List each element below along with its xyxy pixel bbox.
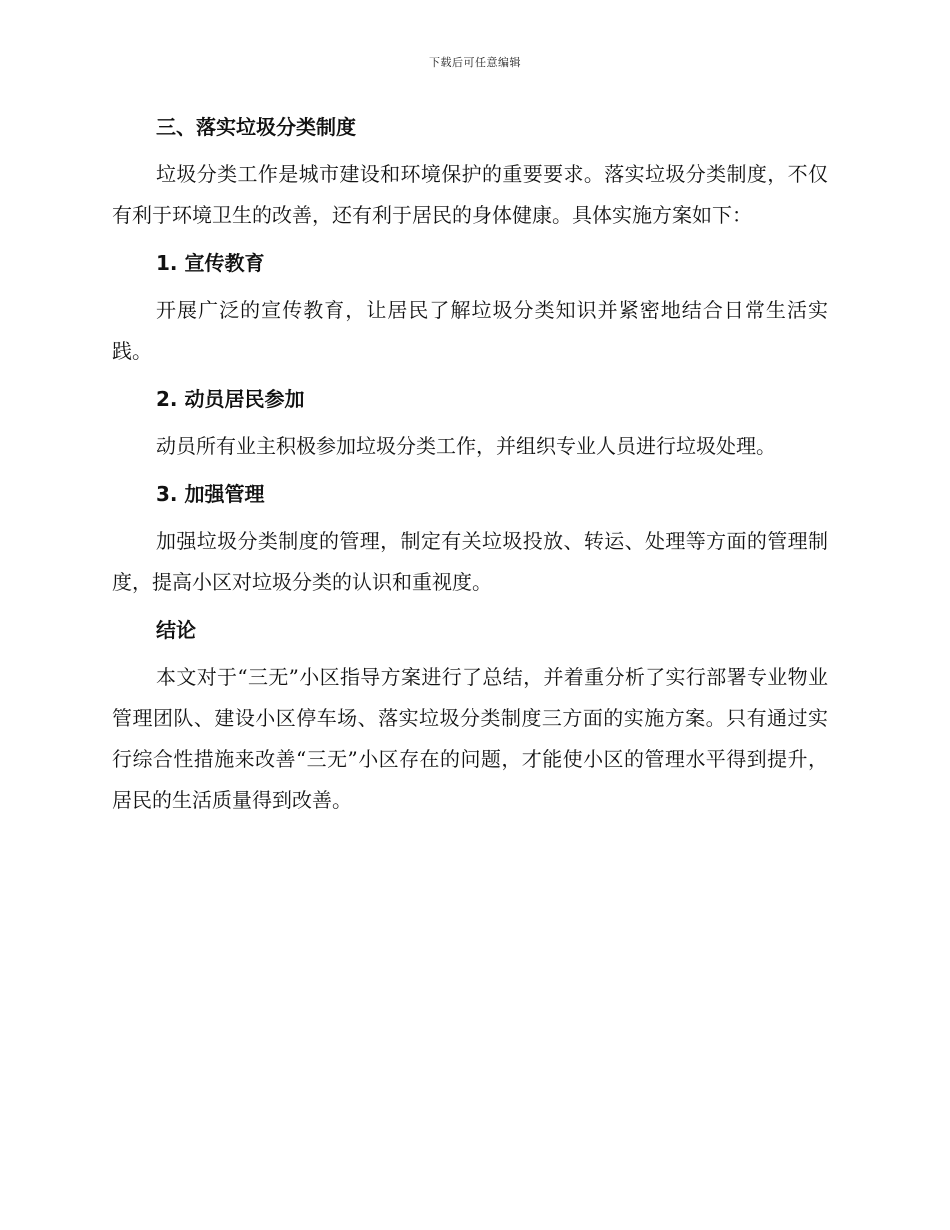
subheading-mobilize-residents: 2. 动员居民参加	[156, 387, 305, 411]
document-body	[112, 108, 828, 829]
paragraph-mobilize-residents: 动员所有业主积极参加垃圾分类工作，并组织专业人员进行垃圾处理。	[156, 434, 776, 458]
paragraph-publicity-education: 开展广泛的宣传教育，让居民了解垃圾分类知识并紧密地结合日常生活实践。	[112, 298, 828, 363]
conclusion-paragraph: 本文对于“三无”小区指导方案进行了总结，并着重分析了实行部署专业物业管理团队、建设小区停车场、落实垃圾分类制度三方面的实施方案。只有通过实行综合性措施来改善“三无”小区存在的问题，才能使小区的管理水平得到提升，居民的生活质量得到改善。	[112, 665, 828, 812]
page-header: 下载后可任意编辑	[429, 56, 521, 69]
subheading-strengthen-management: 3. 加强管理	[156, 482, 265, 506]
paragraph-strengthen-management: 加强垃圾分类制度的管理，制定有关垃圾投放、转运、处理等方面的管理制度，提高小区对垃圾分类的认识和重视度。	[112, 529, 828, 594]
subheading-publicity-education: 1. 宣传教育	[156, 251, 265, 275]
section-heading-garbage-sorting: 三、落实垃圾分类制度	[156, 115, 356, 139]
section-paragraph-garbage-sorting: 垃圾分类工作是城市建设和环境保护的重要要求。落实垃圾分类制度，不仅有利于环境卫生的改善，还有利于居民的身体健康。具体实施方案如下：	[112, 162, 828, 227]
conclusion-heading: 结论	[156, 618, 196, 642]
